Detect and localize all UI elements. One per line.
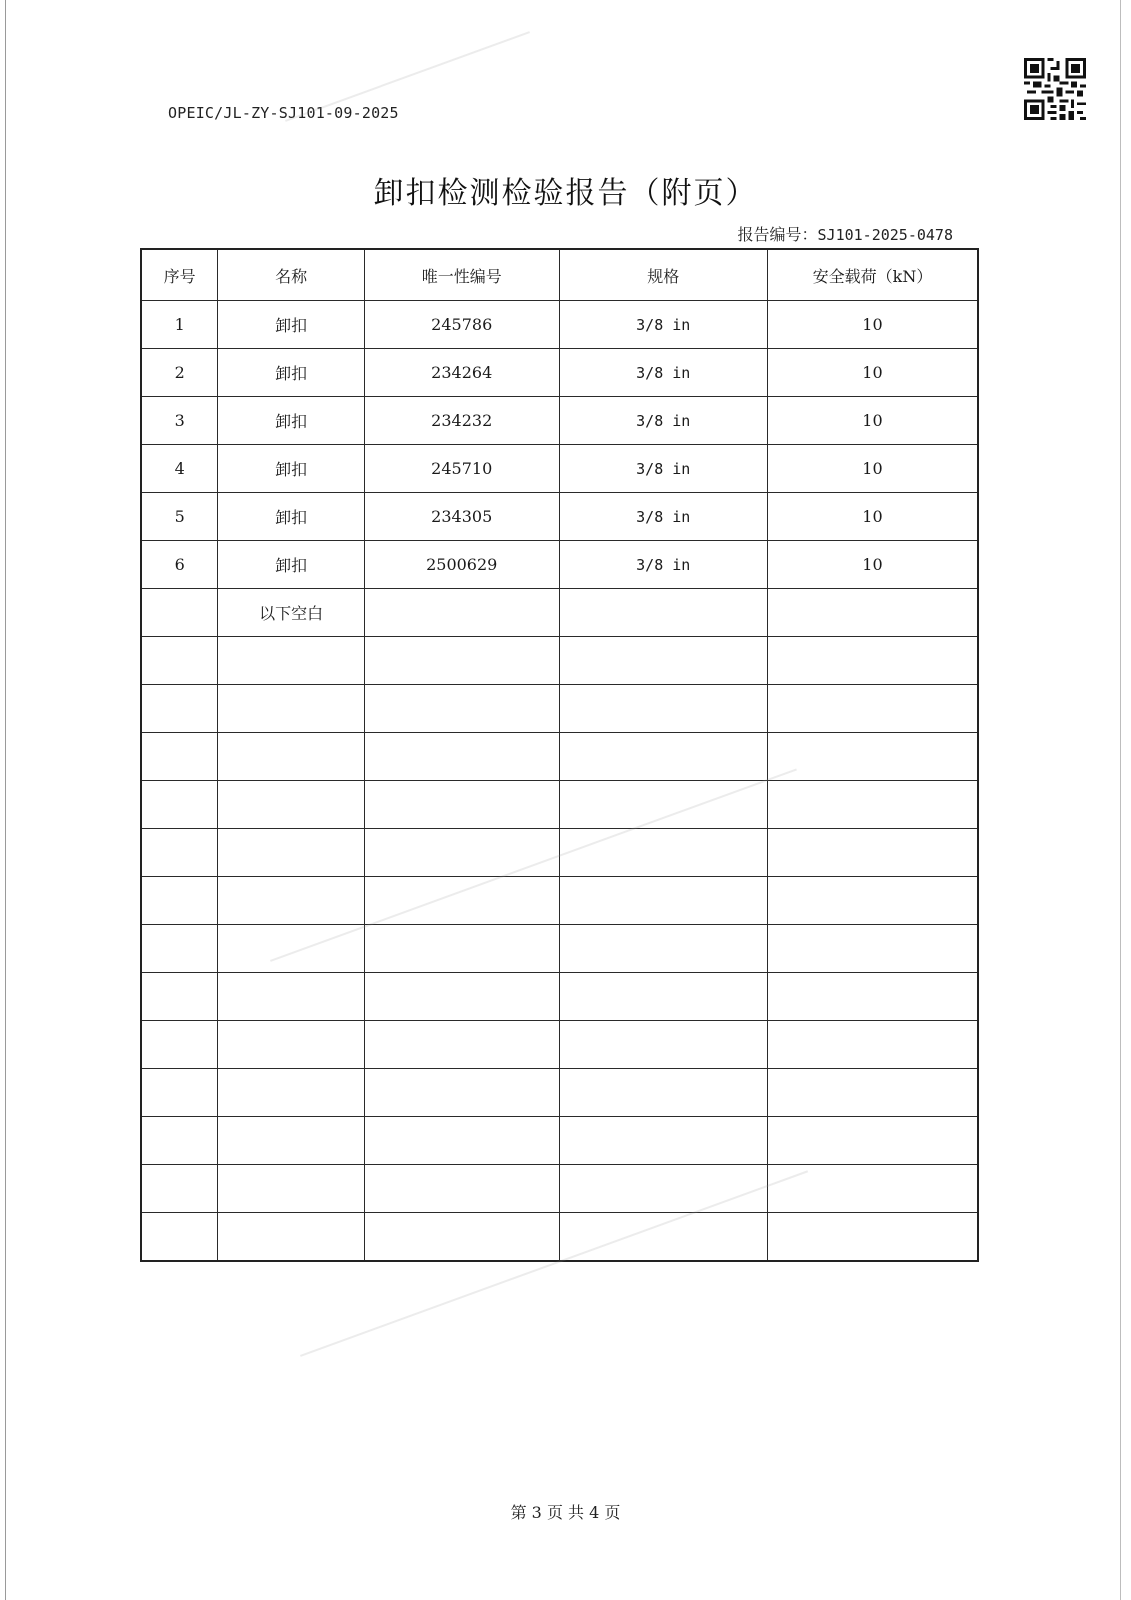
cell-name: 卸扣 — [218, 301, 365, 349]
cell-id: 234232 — [364, 397, 559, 445]
table-row — [141, 445, 978, 493]
table-row — [141, 493, 978, 541]
report-number — [738, 222, 953, 245]
cell-no: 5 — [141, 493, 218, 541]
scan-edge-right — [1120, 0, 1121, 1600]
page-title: 卸扣检测检验报告（附页） — [373, 176, 758, 211]
column-header-spec: 规格 — [559, 249, 767, 301]
empty-row — [141, 925, 978, 973]
table-row-blank-note — [141, 589, 978, 637]
watermark-stripe — [285, 31, 530, 122]
column-header-no: 序号 — [141, 249, 218, 301]
cell-name: 卸扣 — [218, 397, 365, 445]
qr-code-icon — [1024, 58, 1086, 120]
empty-row — [141, 1117, 978, 1165]
cell-no: 2 — [141, 349, 218, 397]
empty-cell — [559, 589, 767, 637]
cell-load: 10 — [767, 493, 978, 541]
empty-row — [141, 829, 978, 877]
blank-note: 以下空白 — [218, 589, 365, 637]
cell-no: 3 — [141, 397, 218, 445]
cell-no: 6 — [141, 541, 218, 589]
report-number-value: SJ101-2025-0478 — [817, 226, 953, 244]
cell-load: 10 — [767, 349, 978, 397]
cell-spec: 3/8 in — [559, 301, 767, 349]
column-header-id: 唯一性编号 — [364, 249, 559, 301]
cell-spec: 3/8 in — [559, 493, 767, 541]
page-number: 第 3 页 共 4 页 — [510, 1503, 621, 1522]
empty-row — [141, 781, 978, 829]
cell-no: 4 — [141, 445, 218, 493]
empty-row — [141, 685, 978, 733]
cell-id: 234305 — [364, 493, 559, 541]
empty-row — [141, 637, 978, 685]
table-row — [141, 397, 978, 445]
empty-cell — [767, 589, 978, 637]
cell-name: 卸扣 — [218, 493, 365, 541]
table-row — [141, 349, 978, 397]
column-header-name: 名称 — [218, 249, 365, 301]
cell-spec: 3/8 in — [559, 397, 767, 445]
cell-spec: 3/8 in — [559, 541, 767, 589]
cell-name: 卸扣 — [218, 445, 365, 493]
empty-row — [141, 1021, 978, 1069]
empty-row — [141, 1165, 978, 1213]
empty-row — [141, 973, 978, 1021]
cell-no: 1 — [141, 301, 218, 349]
empty-row — [141, 877, 978, 925]
empty-row — [141, 1069, 978, 1117]
empty-cell — [141, 589, 218, 637]
cell-name: 卸扣 — [218, 541, 365, 589]
cell-load: 10 — [767, 445, 978, 493]
column-header-load: 安全载荷（kN） — [767, 249, 978, 301]
cell-id: 2500629 — [364, 541, 559, 589]
cell-load: 10 — [767, 541, 978, 589]
table-header-row — [141, 249, 978, 301]
report-number-label: 报告编号： — [737, 225, 818, 244]
cell-load: 10 — [767, 397, 978, 445]
cell-spec: 3/8 in — [559, 445, 767, 493]
empty-row — [141, 733, 978, 781]
table-row — [141, 301, 978, 349]
empty-row — [141, 1213, 978, 1262]
table-row — [141, 541, 978, 589]
items-table — [140, 248, 979, 1262]
empty-cell — [364, 589, 559, 637]
document-code: OPEIC/JL-ZY-SJ101-09-2025 — [168, 104, 399, 122]
cell-spec: 3/8 in — [559, 349, 767, 397]
cell-load: 10 — [767, 301, 978, 349]
cell-id: 245786 — [364, 301, 559, 349]
scan-edge-left — [5, 0, 6, 1600]
cell-id: 245710 — [364, 445, 559, 493]
cell-id: 234264 — [364, 349, 559, 397]
cell-name: 卸扣 — [218, 349, 365, 397]
